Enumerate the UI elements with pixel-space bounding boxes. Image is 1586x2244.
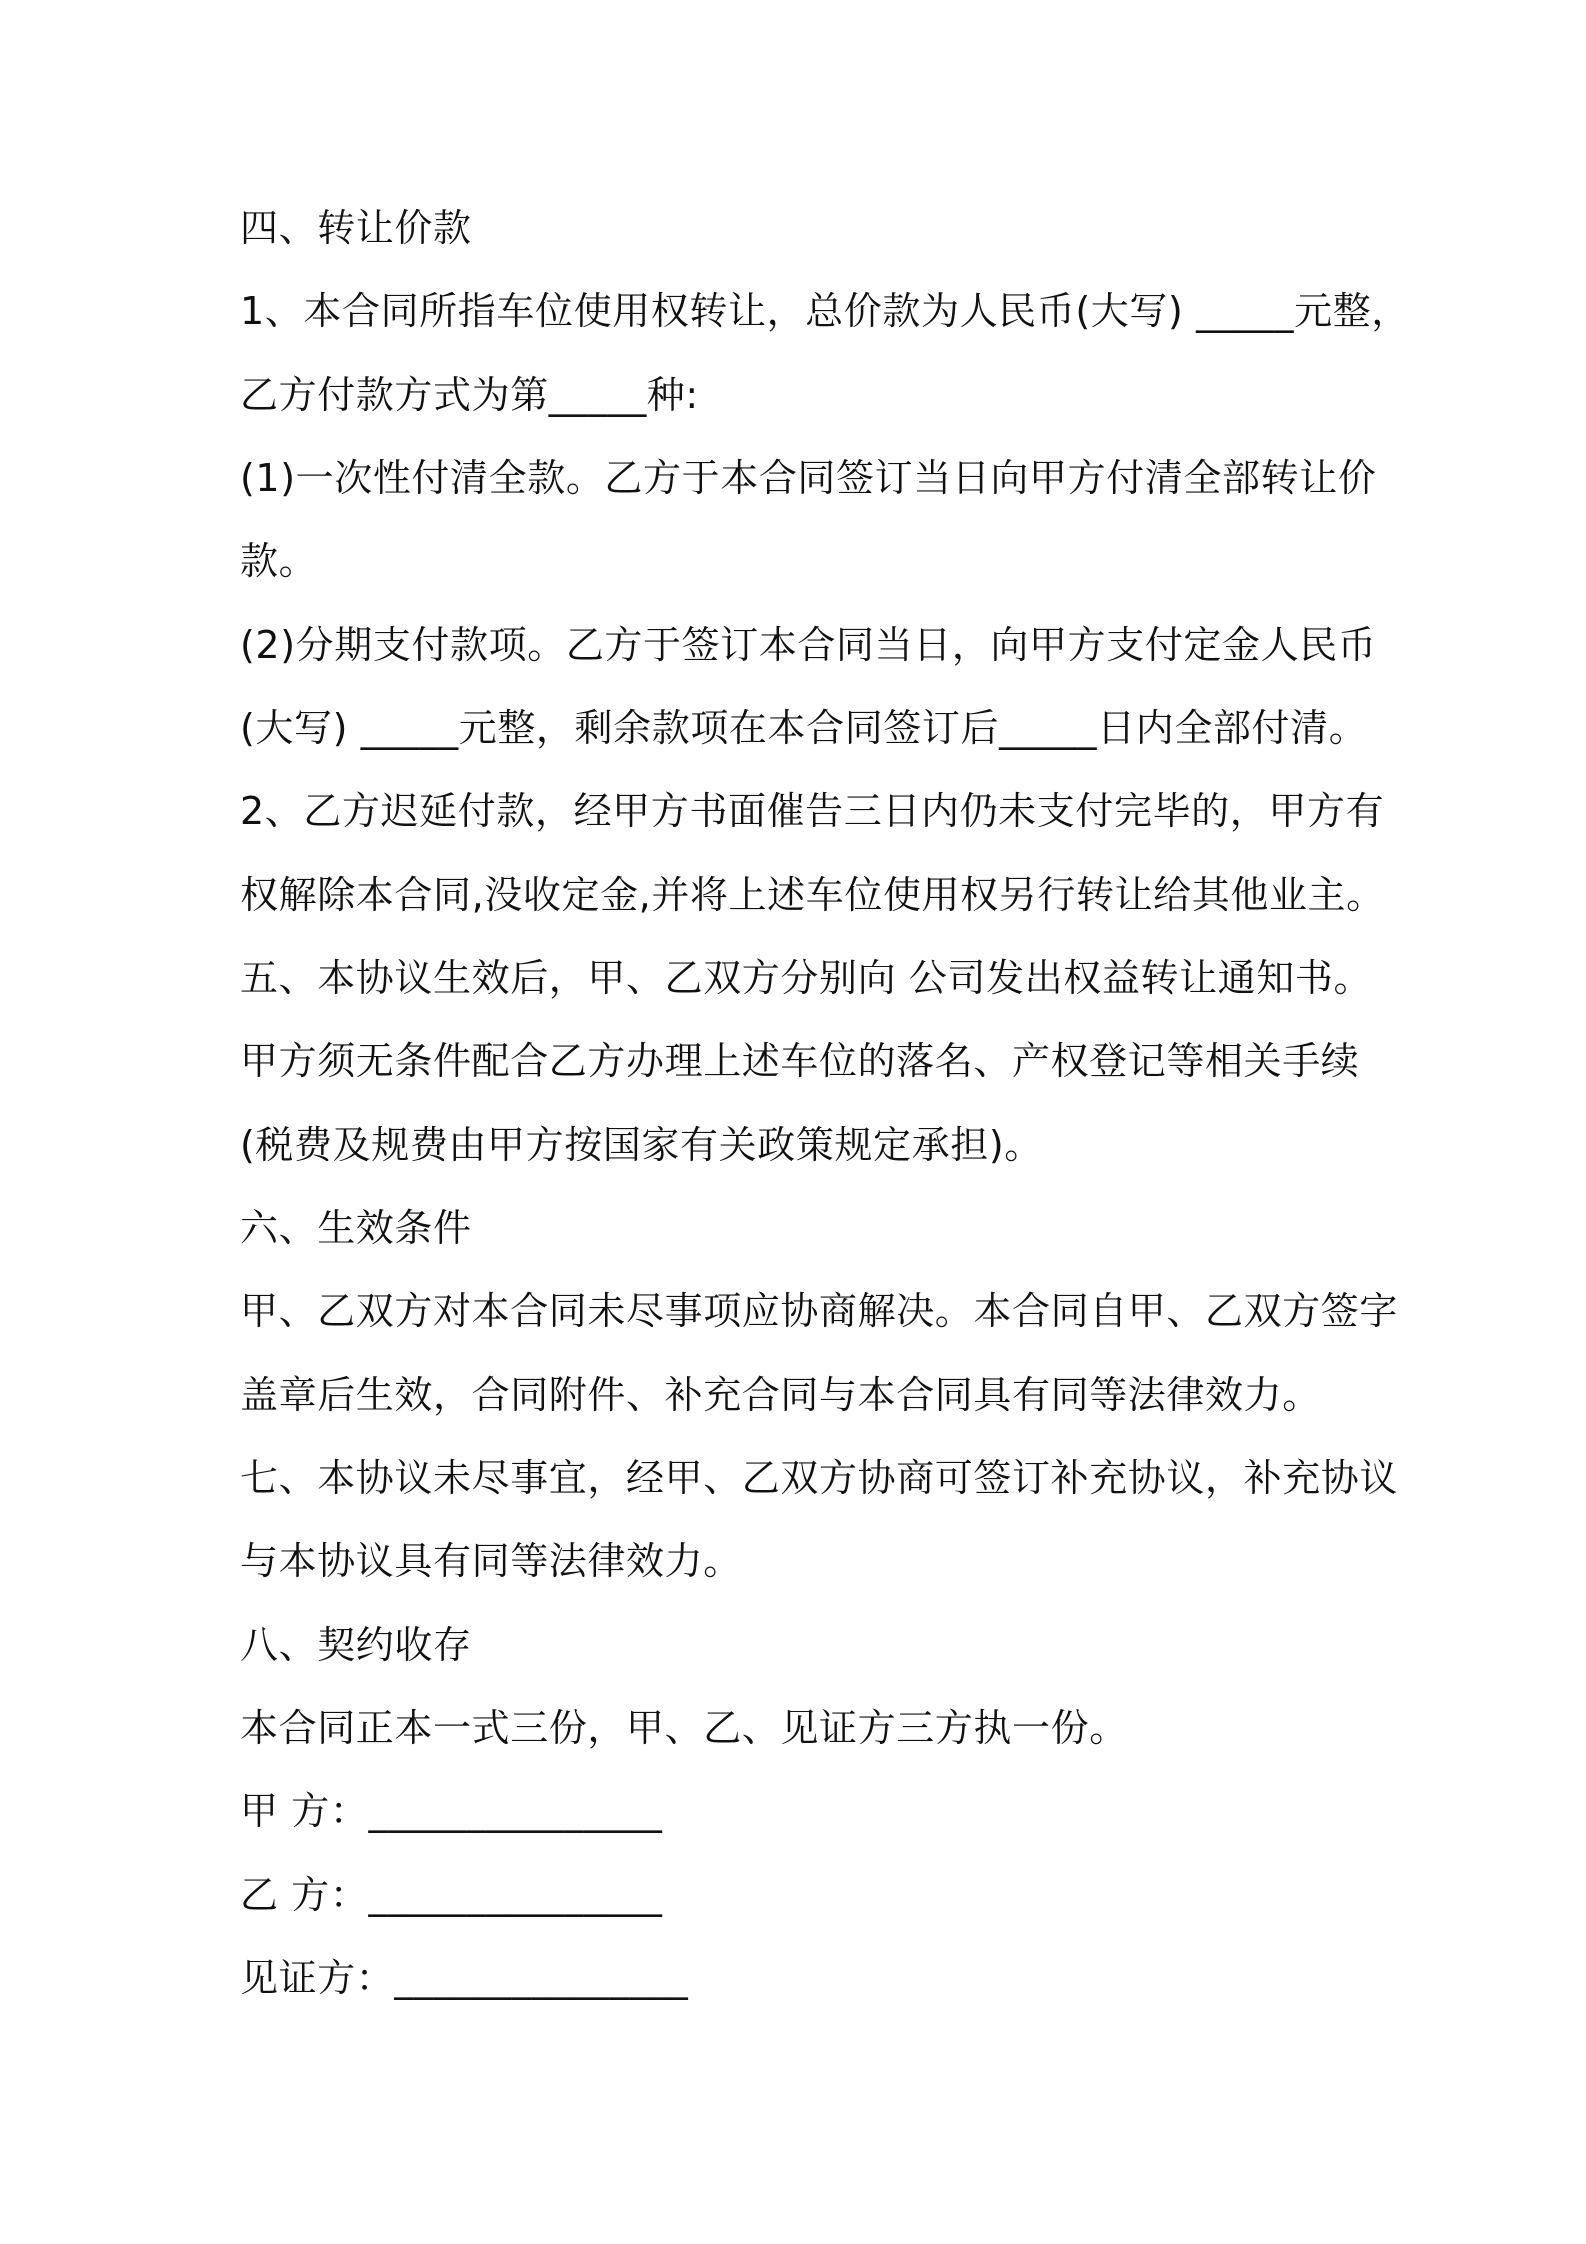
section-6-line-1: 甲、乙双方对本合同未尽事项应协商解决。本合同自甲、乙双方签字	[240, 1289, 1399, 1333]
clause-4-1-line-1: 1、本合同所指车位使用权转让，总价款为人民币(大写) _____元整，	[240, 289, 1410, 333]
clause-4-1-line-2: 乙方付款方式为第_____种:	[240, 373, 699, 417]
section-4-heading: 四、转让价款	[240, 206, 472, 250]
party-a-signature-line: 甲 方：_______________	[240, 1789, 663, 1833]
clause-4-2-line-1: 2、乙方迟延付款，经甲方书面催告三日内仍未支付完毕的，甲方有	[240, 789, 1385, 833]
party-b-signature-line: 乙 方：_______________	[240, 1873, 663, 1917]
section-5-line-2: 甲方须无条件配合乙方办理上述车位的落名、产权登记等相关手续	[240, 1039, 1360, 1083]
option-1-line-1: (1)一次性付清全款。乙方于本合同签订当日向甲方付清全部转让价	[240, 456, 1377, 500]
option-2-line-1: (2)分期支付款项。乙方于签订本合同当日，向甲方支付定金人民币	[240, 623, 1377, 667]
clause-4-2-line-2: 权解除本合同,没收定金,并将上述车位使用权另行转让给其他业主。	[240, 873, 1385, 917]
section-7-line-2: 与本协议具有同等法律效力。	[240, 1539, 742, 1583]
option-2-line-2: (大写) _____元整，剩余款项在本合同签订后_____日内全部付清。	[240, 706, 1368, 750]
section-5-line-3: (税费及规费由甲方按国家有关政策规定承担)。	[240, 1123, 1043, 1167]
section-8-heading: 八、契约收存	[240, 1623, 472, 1667]
section-5-line-1: 五、本协议生效后，甲、乙双方分别向 公司发出权益转让通知书。	[240, 956, 1373, 1000]
option-1-line-2: 款。	[240, 539, 318, 583]
section-7-line-1: 七、本协议未尽事宜，经甲、乙双方协商可签订补充协议，补充协议	[240, 1456, 1399, 1500]
section-8-line-1: 本合同正本一式三份，甲、乙、见证方三方执一份。	[240, 1706, 1128, 1750]
section-6-line-2: 盖章后生效，合同附件、补充合同与本合同具有同等法律效力。	[240, 1373, 1321, 1417]
witness-signature-line: 见证方：_______________	[240, 1956, 689, 2000]
section-6-heading: 六、生效条件	[240, 1206, 472, 1250]
